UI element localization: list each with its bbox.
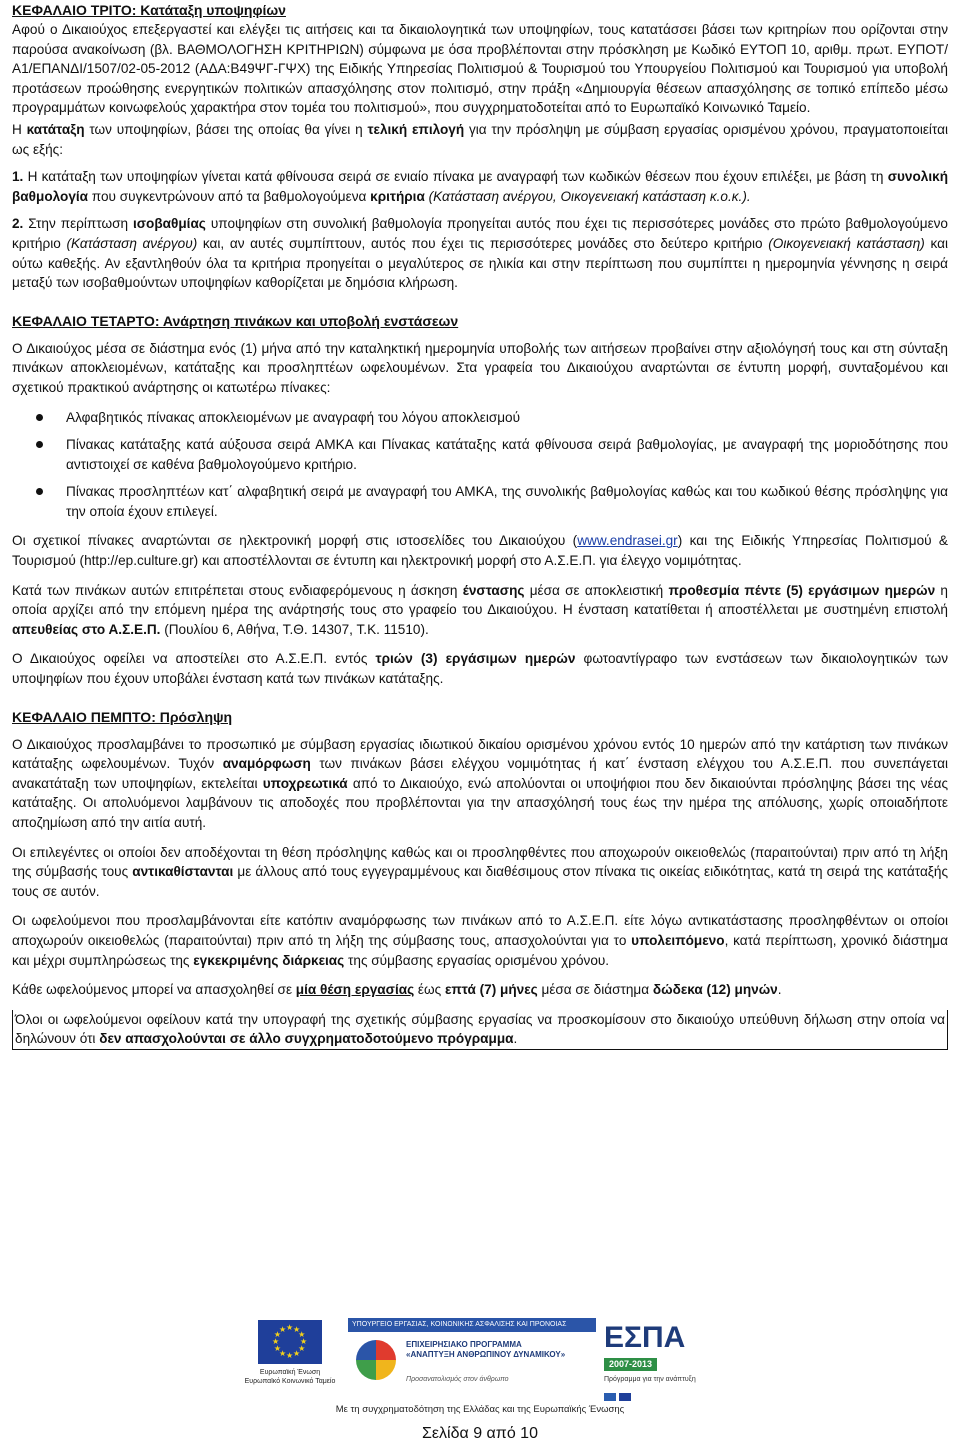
ranking-rule-1: 1. Η κατάταξη των υποψηφίων γίνεται κατά φθίνουσα σειρά σε ενιαίο πίνακα με αναγραφή των κωδικών θέσεων που έχουν επιλέξει, με βάση τη συνολική βαθμολογία που συγκεντρώνουν από τα βαθμολογούμενα κριτήρια (Κατάσταση ανέργου, Οικογενειακή κατάσταση κ.ο.κ.).: [12, 169, 948, 204]
remaining-duration-paragraph: Οι ωφελούμενοι που προσλαμβάνονται είτε κατόπιν αναμόρφωσης των πινάκων από το Α.Σ.Ε.Π. είτε λόγω αντικατάστασης προσληφθέντων οι οποίοι αποχωρούν οικειοθελώς (παραιτούνται) πριν από τη λήξη της σύμβασης τους, απασχολούνται για το υπολειπόμενο, κατά περίπτωση, χρονικό διάστημα και μέχρι συμπληρώσεως της εγκεκριμένης διάρκειας της σύμβασης εργασίας ορισμένου χρόνου.: [12, 913, 948, 968]
publication-paragraph: Οι σχετικοί πίνακες αναρτώνται σε ηλεκτρονική μορφή στις ιστοσελίδες του Δικαιούχου (www.endrasei.gr) και της Ειδικής Υπηρεσίας Πολιτισμού & Τουρισμού (http://ep.culture.gr) και αποστέλλονται σε έντυπη και ηλεκτρονική μορφή στο Α.Σ.Ε.Π. για έλεγχο νομιμότητας.: [12, 533, 948, 569]
ministry-header: ΥΠΟΥΡΓΕΙΟ ΕΡΓΑΣΙΑΣ, ΚΟΙΝΩΝΙΚΗΣ ΑΣΦΑΛΙΣΗΣ ΚΑΙ ΠΡΟΝΟΙΑΣ: [348, 1318, 596, 1332]
chapter-3-ranking-paragraph: Η κατάταξη των υποψηφίων, βάσει της οποίας θα γίνει η τελική επιλογή για την πρόσληψη με σύμβαση εργασίας ορισμένου χρόνου, πραγματοποιείται ως εξής:: [12, 121, 948, 157]
chapter-5-heading: ΚΕΦΑΛΑΙΟ ΠΕΜΠΤΟ: Πρόσληψη: [12, 708, 233, 725]
objection-paragraph: Κατά των πινάκων αυτών επιτρέπεται στους ενδιαφερόμενους η άσκηση ένστασης μέσα σε αποκλειστική προθεσμία πέντε (5) εργάσιμων ημερών η οποία αρχίζει από την επόμενη ημέρα της ανάρτησής τους στο γραφείο του Δικαιούχου. Η ένσταση κατατίθεται ή αποστέλλεται με συστημένη επιστολή απευθείας στο Α.Σ.Ε.Π. (Πουλίου 6, Αθήνα, Τ.Θ. 14307, Τ.Κ. 11510).: [12, 582, 948, 637]
ministry-program-logo: [348, 1318, 596, 1398]
espa-logo: [604, 1322, 716, 1398]
employment-limit-paragraph: Κάθε ωφελούμενος μπορεί να απασχοληθεί σε μία θέση εργασίας έως επτά (7) μήνες μέσα σε διάστημα δώδεκα (12) μηνών.: [12, 982, 782, 998]
eu-star-icon: ★: [286, 1351, 294, 1360]
declaration-paragraph: Όλοι οι ωφελούμενοι οφείλουν κατά την υπογραφή της σχετικής σύμβασης εργασίας να προσκομίσουν στο δικαιούχο υπεύθυνη δήλωση στην οποία να δηλώνουν ότι δεν απασχολούνται σε άλλο συγχρηματοδοτούμενο πρόγραμμα.: [12, 1010, 948, 1050]
program-spiral-icon: [356, 1340, 396, 1380]
page-number: Σελίδα 9 από 10: [422, 1425, 538, 1442]
eu-caption: Ευρωπαϊκή Ένωση Ευρωπαϊκό Κοινωνικό Ταμείο: [244, 1369, 336, 1385]
flags-icon: [604, 1388, 716, 1396]
chapter-3-heading: ΚΕΦΑΛΑΙΟ ΤΡΙΤΟ: Κατάταξη υποψηφίων: [12, 2, 286, 18]
cofunding-note: Με τη συγχρηματοδότηση της Ελλάδας και της Ευρωπαϊκής Ένωσης: [335, 1404, 625, 1415]
espa-years: 2007-2013: [604, 1358, 657, 1371]
bullet-icon: [36, 488, 43, 495]
endrasei-link[interactable]: www.endrasei.gr: [577, 533, 678, 549]
bullet-icon: [36, 441, 43, 448]
program-title: ΕΠΙΧΕΙΡΗΣΙΑΚΟ ΠΡΟΓΡΑΜΜΑ «ΑΝΑΠΤΥΞΗ ΑΝΘΡΩΠΙΝΟΥ ΔΥΝΑΜΙΚΟΥ»: [406, 1340, 566, 1359]
eu-star-icon: ★: [293, 1324, 301, 1334]
eu-star-icon: ★: [279, 1349, 287, 1359]
list-item: Πίνακας κατάταξης κατά αύξουσα σειρά ΑΜΚΑ και Πίνακας κατάταξης κατά φθίνουσα σειρά βαθμολογίας, με αναγραφή της μοριοδότησης που αντιστοιχεί σε καθένα βαθμολογούμενο κριτήριο.: [12, 435, 948, 474]
eu-star-icon: ★: [272, 1337, 280, 1346]
replacement-paragraph: Οι επιλεγέντες οι οποίοι δεν αποδέχονται τη θέση πρόσληψης καθώς και οι προσληφθέντες που αποχωρούν οικειοθελώς (παραιτούνται) πριν από τη λήξη της σύμβασής τους αντικαθίστανται με άλλους από τους εγγεγραμμένους και διαθέσιμους στον πίνακα τις οικείας ειδικότητας, κατά τη σειρά της κατάταξής τους σε αυτόν.: [12, 844, 948, 899]
eu-flag-icon: [258, 1320, 322, 1364]
espa-wordmark: ΕΣΠΑ: [604, 1321, 686, 1354]
ranking-rule-2: 2. Στην περίπτωση ισοβαθμίας υποψηφίων στη συνολική βαθμολογία προηγείται αυτός που έχει τις περισσότερες μονάδες στο πρώτο βαθμολογούμενο κριτήριο (Κατάσταση ανέργου) και, αν αυτές συμπίπτουν, αυτός που έχει τις περισσότερες μονάδες στο δεύτερο κριτήριο (Οικογενειακή κατάσταση) και ούτω καθεξής. Αν εξαντληθούν όλα τα κριτήρια προηγείται ο μεγαλύτερος σε ηλικία και στην περίπτωση που συμπίπτει η ημερομηνία γέννησης η σειρά μεταξύ των ισοβαθμούντων υποψηφίων καθορίζεται με δημόσια κλήρωση.: [12, 216, 948, 291]
eu-star-icon: ★: [273, 1344, 282, 1353]
document-page: [12, 0, 948, 1050]
eu-star-icon: ★: [298, 1344, 306, 1353]
chapter-4-heading: ΚΕΦΑΛΑΙΟ ΤΕΤΑΡΤΟ: Ανάρτηση πινάκων και υποβολή ενστάσεων: [12, 312, 459, 329]
list-item: Πίνακας προσληπτέων κατ΄ αλφαβητική σειρά με αναγραφή του ΑΜΚΑ, της συνολικής βαθμολογίας καθώς και του κωδικού θέσης πρόσληψης για την οποία έχουν επιλεγεί.: [12, 482, 948, 521]
eu-star-icon: ★: [298, 1330, 306, 1339]
eu-logo: [244, 1320, 336, 1386]
tables-list: [12, 408, 948, 522]
eu-star-icon: ★: [279, 1324, 287, 1334]
chapter-3-intro: Αφού ο Δικαιούχος επεξεργαστεί και ελέγξει τις αιτήσεις και τα δικαιολογητικά των υποψηφίων, τους κατατάσσει βάσει των κριτηρίων που ορίζονται στην παρούσα ανακοίνωση (βλ. ΒΑΘΜΟΛΟΓΗΣΗ ΚΡΙΤΗΡΙΩΝ) σύμφωνα με όσα προβλέπονται στην πρόσκληση με Κωδικό ΕΥΤΟΠ 10, αριθμ. πρωτ. ΕΥΠΟΤ/Α1/ΕΠΑΝΔΙ/1507/02-05-2012 (ΑΔΑ:Β49ΨΓ-ΓΨΧ) της Ειδικής Υπηρεσίας Πολιτισμού & Τουρισμού του Υπουργείου Πολιτισμού και Τουρισμού για υποβολή προτάσεων προώθησης ενεργητικών πολιτικών απασχόλησης στον πολιτισμό, στην πράξη «Δημιουργία θέσεων απασχόλησης σε τοπικό επίπεδο μέσω προγραμμάτων κοινωφελούς χαρακτήρα στον τομέα του πολιτισμού», που συγχρηματοδοτείται από το Ευρωπαϊκό Κοινωνικό Ταμείο.: [12, 22, 948, 116]
eu-star-icon: ★: [273, 1330, 282, 1339]
bullet-icon: [36, 414, 43, 421]
eu-star-icon: ★: [300, 1337, 308, 1346]
espa-tagline: Πρόγραμμα για την ανάπτυξη: [604, 1376, 696, 1383]
asep-forwarding-paragraph: Ο Δικαιούχος οφείλει να αποστείλει στο Α.Σ.Ε.Π. εντός τριών (3) εργάσιμων ημερών φωτοαντίγραφο των ενστάσεων των δικαιολογητικών των υποψηφίων που έχουν υποβάλει ένσταση κατά των πινάκων κατάταξης.: [12, 651, 948, 687]
eu-star-icon: ★: [286, 1323, 294, 1332]
eu-star-icon: ★: [293, 1349, 301, 1359]
list-item: Αλφαβητικός πίνακας αποκλειομένων με αναγραφή του λόγου αποκλεισμού: [12, 408, 948, 428]
program-subtitle: Προσανατολισμός στον άνθρωπο: [406, 1376, 509, 1383]
hiring-paragraph: Ο Δικαιούχος προσλαμβάνει το προσωπικό με σύμβαση εργασίας ιδιωτικού δικαίου ορισμένου χρόνου εντός 10 ημερών από την κατάρτιση των πινάκων κατάταξης ωφελουμένων. Τυχόν αναμόρφωση των πινάκων βάσει ελέγχου νομιμότητας ή κατ΄ ένσταση ελέγχου του Α.Σ.Ε.Π. που συνεπάγεται ανακατάταξη των υποψηφίων, εκτελείται υποχρεωτικά από το Δικαιούχο, ενώ απολύονται οι υποψήφιοι που δεν δικαιούνται πρόσληψης βάσει της νέας κατάταξης. Οι απολυόμενοι λαμβάνουν τις αποδοχές που προβλέπονται για την απασχόλησή τους έως την ημέρα της απόλυσης, χωρίς οποιαδήποτε αποζημίωση από την αιτία αυτή.: [12, 736, 948, 830]
chapter-4-intro: Ο Δικαιούχος μέσα σε διάστημα ενός (1) μήνα από την καταληκτική ημερομηνία υποβολής των αιτήσεων προβαίνει στην αξιολόγησή τους και στη σύνταξη πινάκων αποκλειομένων, κατάταξης και προσληπτέων ωφελουμένων. Στα γραφεία του Δικαιούχου αναρτώνται σε έντυπη μορφή, συνταξομένου και σχετικού πρακτικού ανάρτησης οι κατωτέρω πίνακες:: [12, 340, 948, 395]
